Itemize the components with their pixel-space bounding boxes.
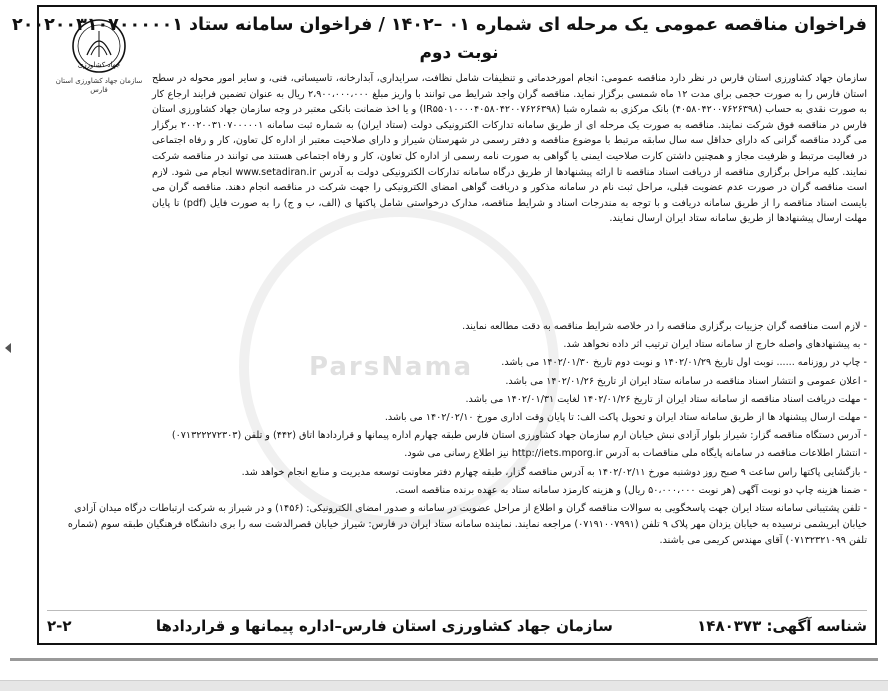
tender-notice (12, 5, 877, 645)
horizontal-scrollbar[interactable] (0, 680, 888, 691)
body-paragraph: سازمان جهاد کشاورزی استان فارس در نظر دارد مناقصه عمومی: انجام امورخدماتی و تنظیفات شامل نظافت، سرایداری، آبدارخانه، تاسیساتی، فنی، و سایر امور محوله در سطح استان فارس را به صورت حجمی برای مدت ۱۲ ماه شمسی برگزار نماید. مناقصه گران واجد شرایط می توانند با واریز مبلغ ۲،۹۰۰،۰۰۰،۰۰۰ ریال به عنوان تضمین فرایند ارجاع کار به صورت نقدی به حساب (۴۰۵۸۰۴۲۰۰۷۶۲۶۳۹۸) بانک مرکزی به شماره شبا (IR۵۵۰۱۰۰۰۰۴۰۵۸۰۴۲۰۰۷۶۲۶۳۹۸) و یا اخذ ضمانت بانکی معتبر در وجه سازمان جهاد کشاورزی استان فارس در مناقصه فوق شرکت نمایند. مناقصه به صورت یک مرحله ای از طریق سامانه تدارکات الکترونیکی دولت (ستاد ایران) به شماره ثبت سامانه ۲۰۰۲۰۰۳۱۰۷۰۰۰۰۰۱ برگزار می گردد مناقصه گرانی که دارای حداقل سه سال سابقه مرتبط با موضوع مناقصه و دفتر رسمی در شهرستان شیراز و دارای صلاحیت معتبر از اداره کل تعاون، کار و رفاه اجتماعی در فعالیت مرتبط و ظرفیت مجاز و همچنین داشتن کارت صلاحیت ایمنی یا گواهی به صورت نامه رسمی از اداره کل تعاون، کار و رفاه اجتماعی هستند می توانند در مناقصه شرکت نمایند. کلیه مراحل برگزاری مناقصه از دریافت اسناد مناقصه تا ارائه پیشنهادها از طریق درگاه سامانه تدارکات الکترونیکی دولت به آدرس www.setadiran.ir انجام می شود. لازم است مناقصه گران در صورت عدم عضویت قبلی، مراحل ثبت نام در سامانه مذکور و دریافت گواهی امضای الکترونیکی را جهت شرکت در مناقصه انجام دهند. مناقصه گران می بایست اسناد مناقصه را از طریق سامانه دریافت و با توجه به مندرجات اسناد و شرایط مناقصه، مدارک درخواستی شامل پاکتها ی (الف، ب و ج) را به صورت فایل (pdf) تا پایان مهلت ارسال پیشنهادها از طریق سامانه ستاد ایران ارسال نمایند. (152, 73, 867, 225)
list-item: - اعلان عمومی و انتشار اسناد مناقصه در سامانه ستاد ایران از تاریخ ۱۴۰۲/۰۱/۲۶ می باشد. (47, 374, 867, 390)
list-item: - چاپ در روزنامه ...... نوبت اول تاریخ ۱۴۰۲/۰۱/۲۹ و نوبت دوم تاریخ ۱۴۰۲/۰۱/۳۰ می باشد. (47, 355, 867, 371)
logo-label: جهاد کشاورزی (77, 61, 121, 69)
watermark-text: ParsNama (309, 352, 474, 382)
list-item: - انتشار اطلاعات مناقصه در سامانه پایگاه ملی مناقصات به آدرس http://iets.mporg.ir نیز اطلاع رسانی می شود. (47, 446, 867, 462)
ad-id: شناسه آگهی: ۱۴۸۰۳۷۳ (697, 617, 867, 635)
notice-subtitle: نوبت دوم (419, 43, 499, 63)
list-item: - مهلت ارسال پیشنهاد ها از طریق سامانه ستاد ایران و تحویل پاکت الف: تا پایان وقت اداری مورخ ۱۴۰۲/۰۲/۱۰ می باشد. (47, 410, 867, 426)
notice-items-list (47, 319, 867, 551)
list-item: - آدرس دستگاه مناقصه گزار: شیراز بلوار آزادی نبش خیابان ارم سازمان جهاد کشاورزی استان فارس طبقه چهارم اداره پیمانها و قراردادها اتاق (۴۴۲) و تلفن (۰۷۱۳۲۲۲۷۲۳۰۳) (47, 428, 867, 444)
divider (10, 658, 878, 661)
notice-title: فراخوان مناقصه عمومی یک مرحله ای شماره ۰۱ –۱۴۰۲ / فراخوان سامانه ستاد ۲۰۰۲۰۰۳۱۰۷۰۰۰۰۰۱ (12, 15, 867, 35)
issuing-organization: سازمان جهاد کشاورزی استان فارس–اداره پیمانها و قراردادها (155, 617, 613, 635)
notice-footer (47, 610, 867, 639)
list-item: - لازم است مناقصه گران جزییات برگزاری مناقصه را در خلاصه شرایط مناقصه به دقت مطالعه نمایند. (47, 319, 867, 335)
list-item: - تلفن پشتیبانی سامانه ستاد ایران جهت پاسخگویی به سوالات مناقصه گران و اطلاع از مراحل عضویت در سامانه و صدور امضای الکترونیکی: (۱۴۵۶) و در شیراز به شرکت ارتباطات درگاه میدان آزادی خیابان ابریشمی نرسیده به خیابان یزدان مهر پلاک ۹ تلفن (۰۷۱۹۱۰۰۷۹۹۱) مراجعه نمایند. نماینده سامانه ستاد ایران در فارس: شیراز خیابان قصرالدشت سه را بری دانشگاه فرهنگیان طبقه سوم (شماره تلفن ۰۷۱۳۲۳۲۱۰۹۹) آقای مهندس کریمی می باشند. (47, 501, 867, 549)
previous-arrow-icon[interactable] (5, 343, 11, 353)
list-item: - بازگشایی پاکتها راس ساعت ۹ صبح روز دوشنبه مورخ ۱۴۰۲/۰۲/۱۱ به آدرس مناقصه گزار، طبقه چهارم دفتر معاونت توسعه مدیریت و منابع انجام خواهد شد. (47, 465, 867, 481)
page-code: ۲-۲ (47, 617, 72, 635)
list-item: - مهلت دریافت اسناد مناقصه از سامانه ستاد ایران از تاریخ ۱۴۰۲/۰۱/۲۶ لغایت ۱۴۰۲/۰۱/۳۱ می باشد. (47, 392, 867, 408)
list-item: - ضمنا هزینه چاپ دو نوبت آگهی (هر نوبت ۵۰،۰۰۰،۰۰۰ ریال) و هزینه کارمزد سامانه ستاد به عهده برنده مناقصه است. (47, 483, 867, 499)
logo-caption: سازمان جهاد کشاورزی استان فارس (55, 77, 143, 94)
notice-body (152, 71, 867, 227)
list-item: - به پیشنهادهای واصله خارج از سامانه ستاد ایران ترتیب اثر داده نخواهد شد. (47, 337, 867, 353)
